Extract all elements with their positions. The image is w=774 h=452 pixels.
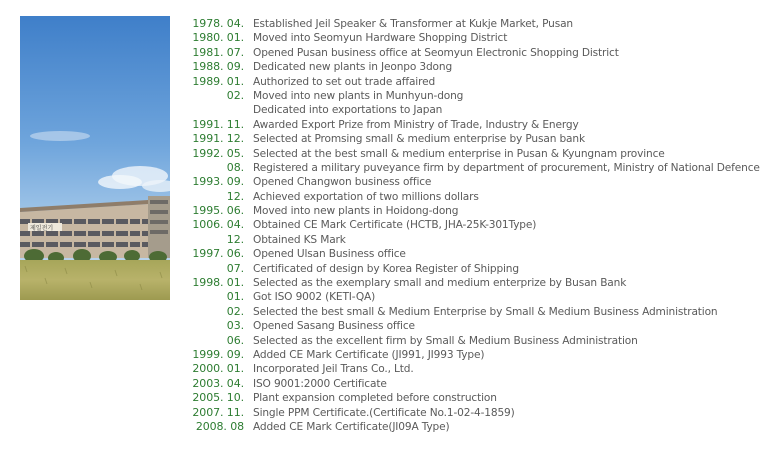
history-description: ISO 9001:2000 Certificate bbox=[253, 377, 387, 390]
history-description: Moved into new plants in Hoidong-dong bbox=[253, 205, 459, 218]
history-description: Authorized to set out trade affaired bbox=[253, 75, 436, 88]
history-description: Selected the best small & Medium Enterprise by Small & Medium Business Administration bbox=[253, 305, 718, 318]
history-description: Single PPM Certificate.(Certificate No.1-02-4-1859) bbox=[253, 406, 515, 419]
history-date: 2005. 10. bbox=[192, 391, 244, 405]
history-description: Obtained CE Mark Certificate (HCTB, JHA-25K-301Type) bbox=[253, 219, 537, 232]
history-row bbox=[181, 17, 760, 31]
history-date: 08. bbox=[226, 160, 244, 174]
history-description: Plant expansion completed before construction bbox=[253, 392, 497, 405]
history-date: 2000. 01. bbox=[192, 362, 244, 376]
company-history-list bbox=[181, 17, 760, 434]
factory-photo bbox=[20, 16, 170, 300]
history-description: Added CE Mark Certificate (JI991, JI993 Type) bbox=[253, 348, 485, 361]
history-row bbox=[181, 161, 760, 175]
history-description: Opened Changwon business office bbox=[253, 176, 432, 189]
history-row bbox=[181, 377, 760, 391]
history-description: Dedicated into exportations to Japan bbox=[253, 104, 443, 117]
history-date: 07. bbox=[226, 261, 244, 275]
history-row bbox=[181, 319, 760, 333]
history-date: 1992. 05. bbox=[192, 146, 244, 160]
history-description: Opened Sasang Business office bbox=[253, 320, 415, 333]
history-row bbox=[181, 391, 760, 405]
history-description: Established Jeil Speaker & Transformer at Kukje Market, Pusan bbox=[253, 18, 573, 30]
history-description: Certificated of design by Korea Register of Shipping bbox=[253, 262, 519, 275]
history-description: Moved into new plants in Munhyun-dong bbox=[253, 89, 464, 102]
history-row bbox=[181, 190, 760, 204]
history-row bbox=[181, 406, 760, 420]
factory-building-photo-icon bbox=[20, 16, 170, 300]
history-date: 12. bbox=[226, 232, 244, 246]
history-row bbox=[181, 75, 760, 89]
history-row bbox=[181, 118, 760, 132]
history-date bbox=[181, 103, 244, 117]
history-date: 2003. 04. bbox=[192, 376, 244, 390]
history-date: 1981. 07. bbox=[192, 45, 244, 59]
history-row bbox=[181, 218, 760, 232]
history-date: 1980. 01. bbox=[192, 31, 244, 45]
history-row bbox=[181, 60, 760, 74]
history-row bbox=[181, 204, 760, 218]
history-description: Selected as the excellent firm by Small & Medium Business Administration bbox=[253, 334, 638, 347]
history-date: 1995. 06. bbox=[192, 204, 244, 218]
history-description: Awarded Export Prize from Ministry of Trade, Industry & Energy bbox=[253, 118, 579, 131]
history-date: 2007. 11. bbox=[192, 405, 244, 419]
history-description: Moved into Seomyun Hardware Shopping District bbox=[253, 32, 508, 45]
history-row bbox=[181, 362, 760, 376]
history-row bbox=[181, 89, 760, 103]
history-date: 1006. 04. bbox=[192, 218, 244, 232]
history-date: 03. bbox=[226, 319, 244, 333]
history-row bbox=[181, 262, 760, 276]
history-date: 06. bbox=[226, 333, 244, 347]
history-date: 01. bbox=[226, 290, 244, 304]
history-row bbox=[181, 334, 760, 348]
history-date: 1989. 01. bbox=[192, 74, 244, 88]
history-row bbox=[181, 348, 760, 362]
history-date: 1988. 09. bbox=[192, 60, 244, 74]
history-row bbox=[181, 247, 760, 261]
history-description: Obtained KS Mark bbox=[253, 233, 346, 246]
history-date: 12. bbox=[226, 189, 244, 203]
history-row bbox=[181, 420, 760, 434]
history-date: 1999. 09. bbox=[192, 347, 244, 361]
history-row bbox=[181, 31, 760, 45]
history-description: Got ISO 9002 (KETI-QA) bbox=[253, 291, 376, 304]
history-description: Registered a military puveyance firm by department of procurement, Ministry of National Defence bbox=[253, 161, 760, 174]
history-description: Dedicated new plants in Jeonpo 3dong bbox=[253, 61, 453, 74]
history-date: 2008. 08 bbox=[195, 419, 244, 433]
history-date: 1997. 06. bbox=[192, 247, 244, 261]
history-date: 1998. 01. bbox=[192, 276, 244, 290]
history-row bbox=[181, 132, 760, 146]
history-row bbox=[181, 276, 760, 290]
history-description: Opened Pusan business office at Seomyun Electronic Shopping District bbox=[253, 46, 619, 59]
history-row bbox=[181, 233, 760, 247]
history-description: Achieved exportation of two millions dollars bbox=[253, 190, 479, 203]
history-description: Selected as the exemplary small and medium enterprize by Busan Bank bbox=[253, 277, 627, 290]
history-description: Opened Ulsan Business office bbox=[253, 248, 406, 261]
history-date: 1978. 04. bbox=[192, 17, 244, 30]
history-description: Incorporated Jeil Trans Co., Ltd. bbox=[253, 363, 414, 376]
history-row bbox=[181, 305, 760, 319]
history-date: 02. bbox=[226, 88, 244, 102]
history-row bbox=[181, 290, 760, 304]
history-row bbox=[181, 175, 760, 189]
history-row bbox=[181, 147, 760, 161]
history-description: Selected at the best small & medium enterprise in Pusan & Kyungnam province bbox=[253, 147, 665, 160]
history-description: Selected at Promsing small & medium enterprise by Pusan bank bbox=[253, 133, 585, 146]
factory-sign: 제일전기 bbox=[30, 225, 54, 232]
history-description: Added CE Mark Certificate(JI09A Type) bbox=[253, 420, 450, 433]
history-row bbox=[181, 103, 760, 117]
history-date: 1993. 09. bbox=[192, 175, 244, 189]
history-date: 02. bbox=[226, 304, 244, 318]
history-row bbox=[181, 46, 760, 60]
history-date: 1991. 11. bbox=[192, 117, 244, 131]
history-date: 1991. 12. bbox=[192, 132, 244, 146]
